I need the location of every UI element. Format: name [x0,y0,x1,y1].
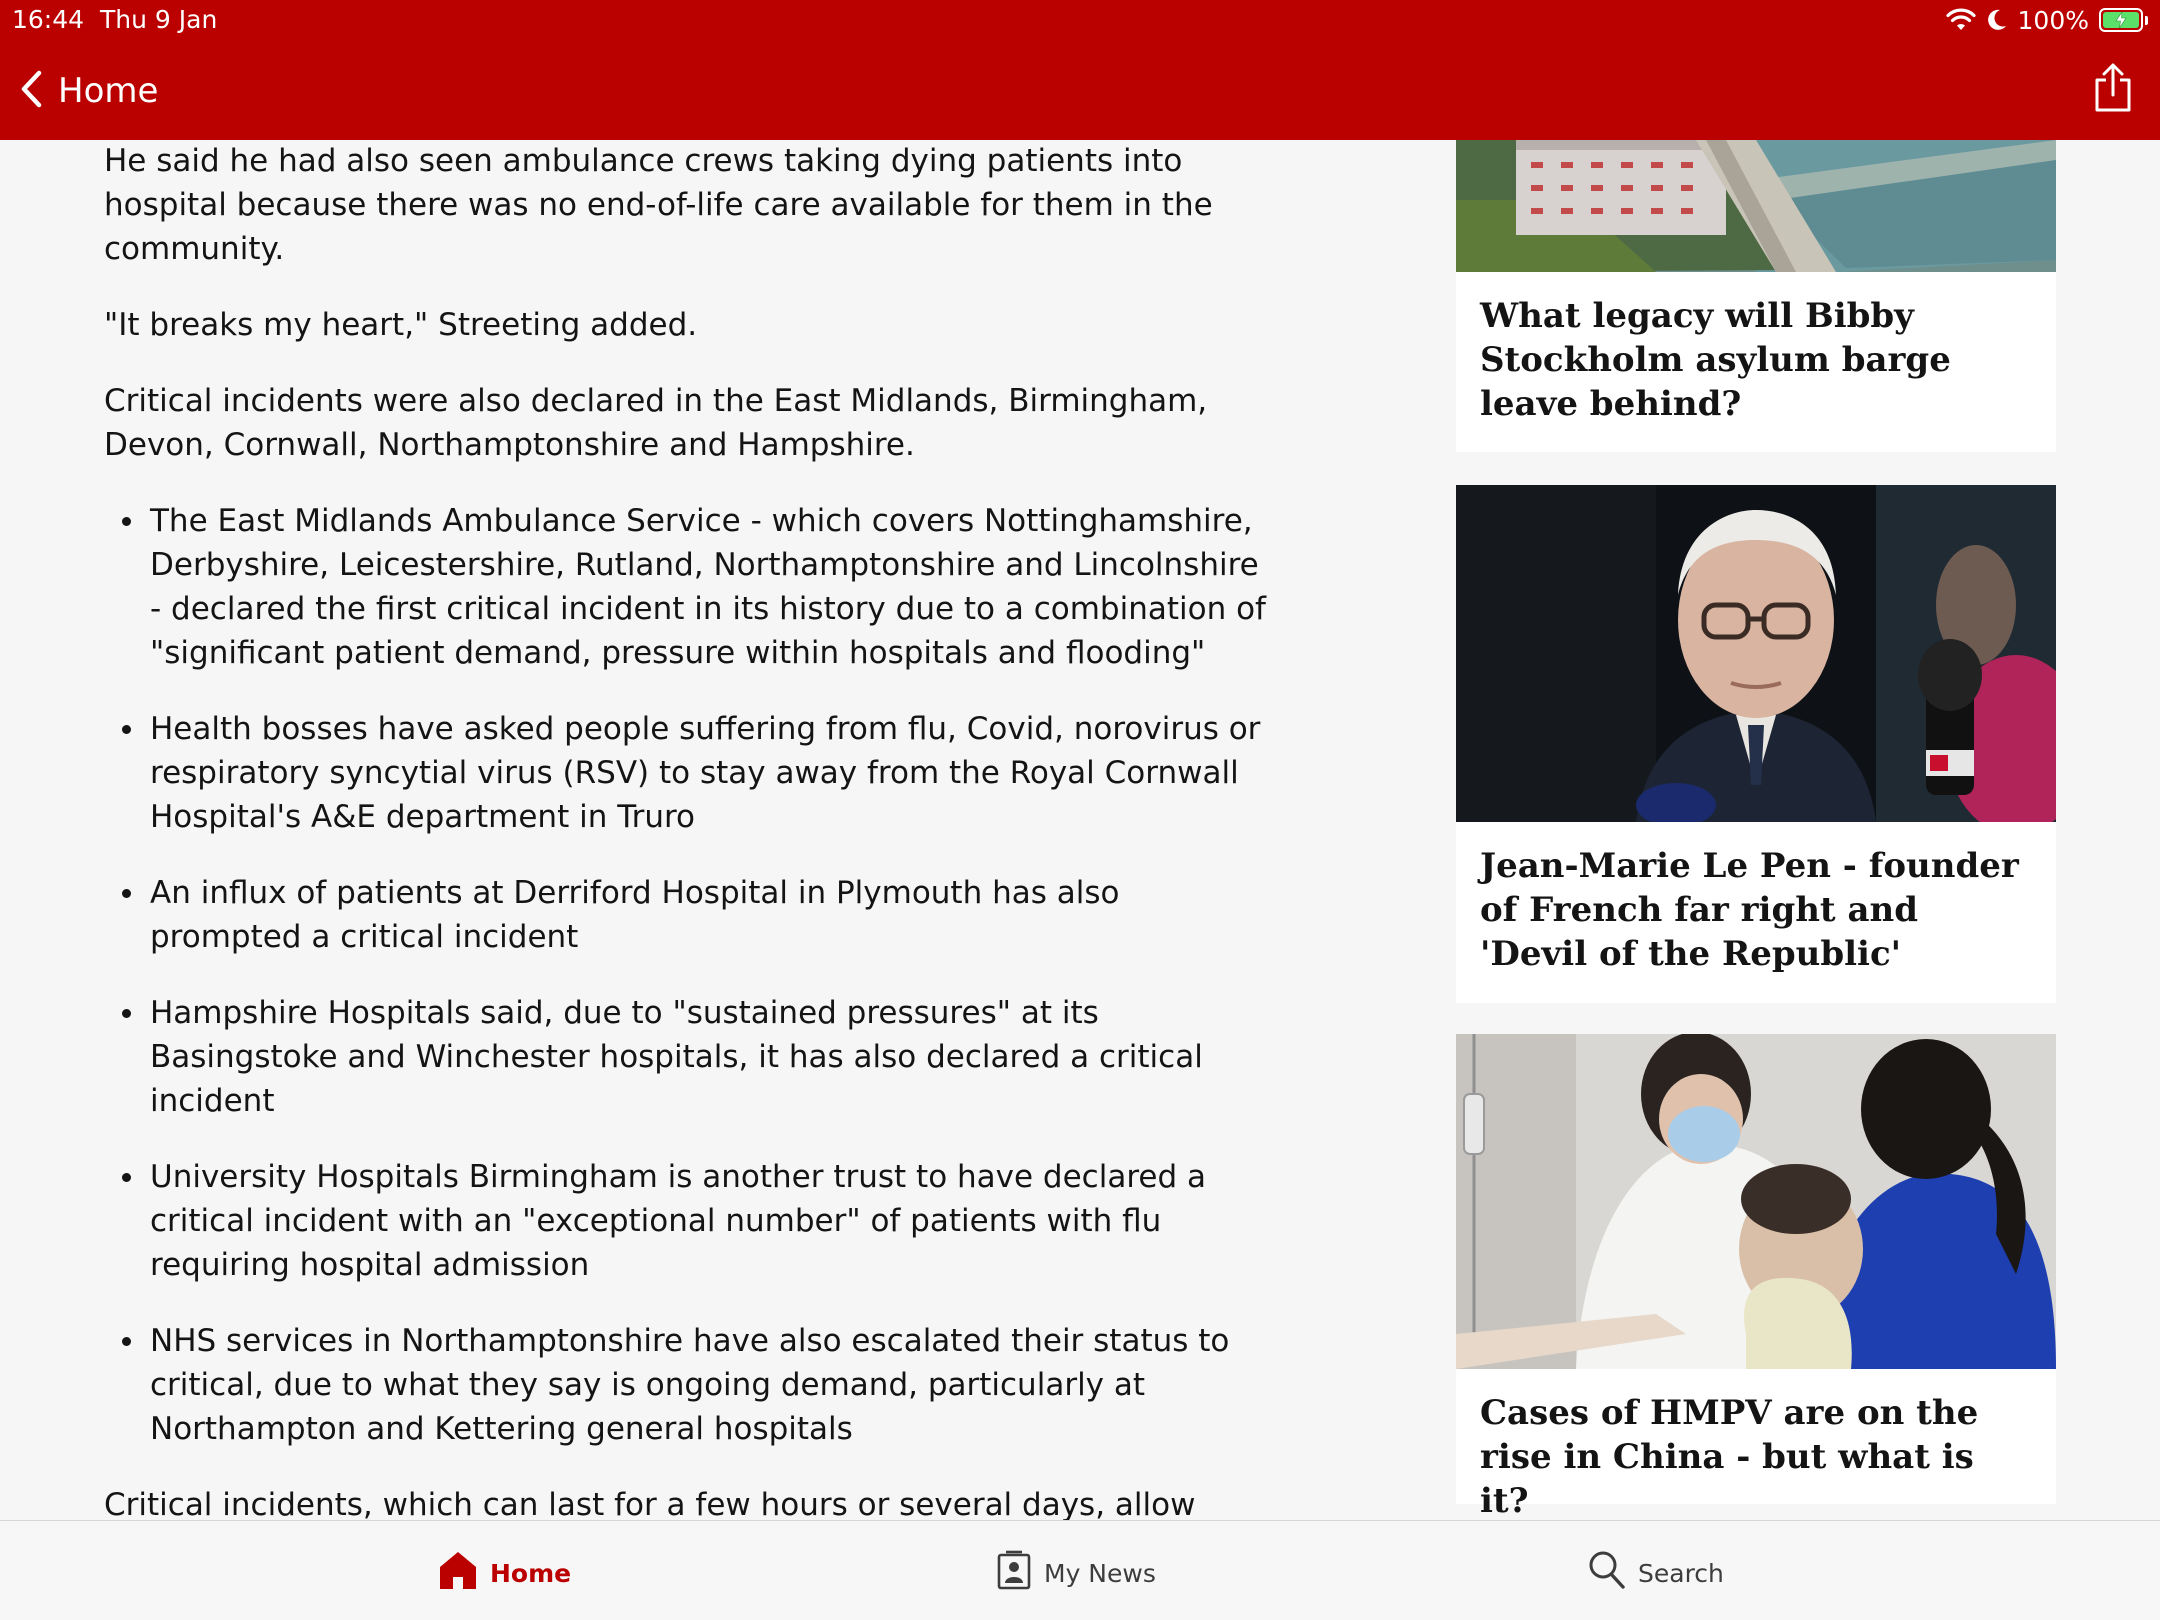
bullet-item: University Hospitals Birmingham is another trust to have declared a critical incident with an "exceptional number" of patients with flu requiring hospital admission [104,1155,1274,1287]
bullet-item: An influx of patients at Derriford Hospital in Plymouth has also prompted a critical incident [104,871,1274,959]
le-pen-photo [1456,485,2056,822]
moon-icon [1986,8,2008,32]
article-paragraph: Critical incidents, which can last for a few hours or several days, allow [104,1487,1196,1520]
story-card-bibby-stockholm[interactable] [1456,140,2056,452]
tab-my-news-label: My News [1044,1558,1156,1588]
barge-photo [1456,140,2056,272]
bullet-item: Health bosses have asked people suffering from flu, Covid, norovirus or respiratory syncytial virus (RSV) to stay away from the Royal Cornwall Hospital's A&E department in Truro [104,707,1274,839]
story-title: Cases of HMPV are on the rise in China - but what is it? [1480,1393,1979,1520]
tab-my-news[interactable] [996,1549,1156,1597]
article-bullet-list [104,499,1274,1451]
article-paragraph: He said he had also seen ambulance crews taking dying patients into hospital because there was no end-of-life care available for them in the community. [104,143,1213,267]
share-button[interactable] [2088,60,2138,120]
top-bar [0,0,2160,140]
back-label: Home [58,71,159,111]
article-paragraph: Critical incidents were also declared in the East Midlands, Birmingham, Devon, Cornwall, Northamptonshire and Hampshire. [104,383,1208,463]
article-paragraph: "It breaks my heart," Streeting added. [104,307,698,343]
tab-search-label: Search [1638,1558,1724,1588]
bullet-item: NHS services in Northamptonshire have also escalated their status to critical, due to what they say is ongoing demand, particularly at Northampton and Kettering general hospitals [104,1319,1274,1451]
bullet-item: The East Midlands Ambulance Service - which covers Nottinghamshire, Derbyshire, Leicestershire, Rutland, Northamptonshire and Lincolnshire - declared the first critical incident in its history due to a combination of "significant patient demand, pressure within hospitals and flooding" [104,499,1274,675]
story-title: Jean-Marie Le Pen - founder of French far right and 'Devil of the Republic' [1480,846,2019,974]
article-body [104,140,1274,1520]
tab-home-label: Home [490,1558,572,1588]
hmpv-photo [1456,1034,2056,1369]
story-card-le-pen[interactable] [1456,485,2056,1003]
related-stories [1456,140,2056,1520]
story-title: What legacy will Bibby Stockholm asylum barge leave behind? [1480,296,1951,424]
wifi-icon [1946,8,1976,32]
battery-icon [2099,8,2148,32]
home-icon [438,1550,478,1596]
search-icon [1588,1550,1626,1596]
status-time: 16:44 [12,5,85,34]
my-news-icon [996,1550,1032,1596]
tab-search[interactable] [1588,1549,1724,1597]
tab-bar [0,1520,2160,1620]
share-icon [2093,63,2133,117]
status-date: Thu 9 Jan [100,5,218,34]
bullet-item: Hampshire Hospitals said, due to "sustained pressures" at its Basingstoke and Winchester hospitals, it has also declared a critical incident [104,991,1274,1123]
status-indicators [1946,4,2148,36]
tab-home[interactable] [438,1549,571,1597]
back-button[interactable] [20,64,158,118]
chevron-left-icon [20,70,42,112]
battery-percent: 100% [2017,5,2089,35]
story-card-hmpv[interactable] [1456,1034,2056,1520]
